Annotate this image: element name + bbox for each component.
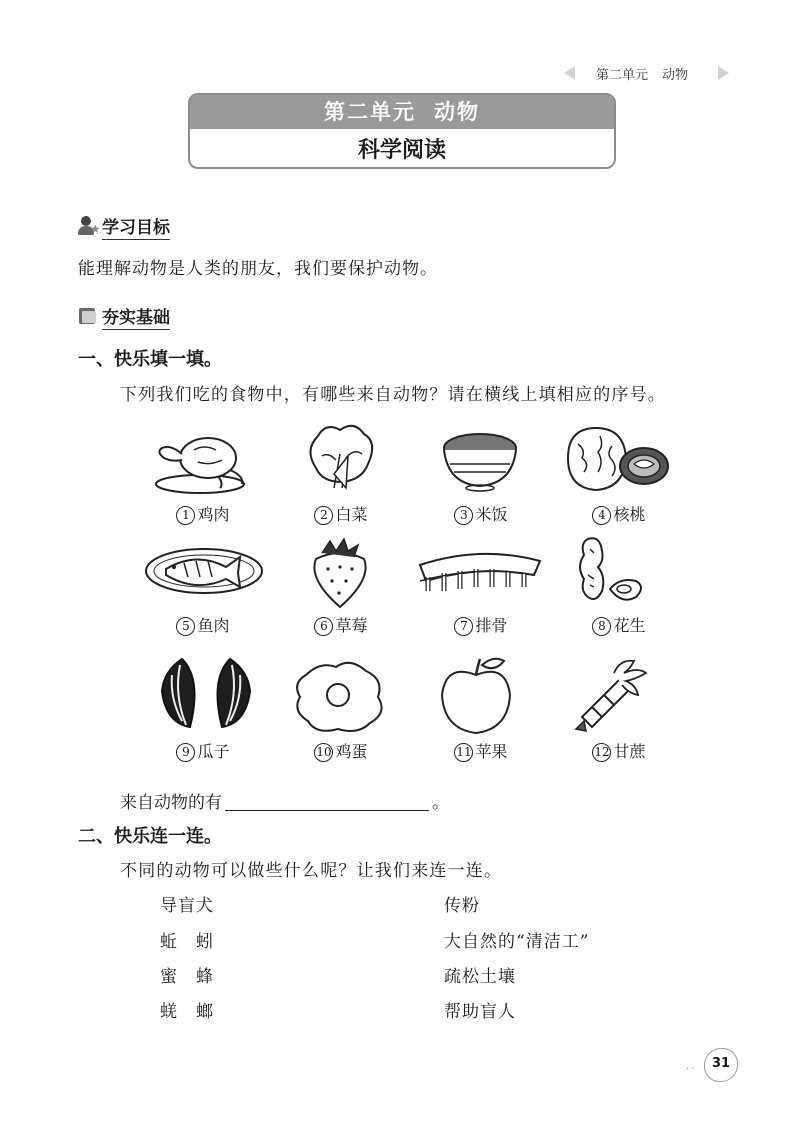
food-caption — [416, 739, 546, 762]
running-header-unit: 第二单元 — [596, 68, 649, 83]
title-unit: 第二单元 — [324, 99, 416, 124]
food-name: 花生 — [613, 616, 646, 635]
match-left-item[interactable]: 导盲犬 — [160, 896, 214, 916]
goals-section-label — [78, 212, 170, 240]
food-number: 2 — [314, 506, 333, 525]
running-header-topic: 动物 — [662, 68, 689, 83]
answer-line — [120, 788, 449, 813]
book-icon — [78, 306, 98, 326]
food-item — [554, 418, 684, 528]
match-left-item[interactable]: 蜣 螂 — [160, 1002, 214, 1022]
food-number: 4 — [592, 506, 611, 525]
food-item — [276, 529, 406, 639]
food-caption — [138, 502, 268, 525]
q1-prompt: 下列我们吃的食物中，有哪些来自动物？请在横线上填相应的序号。 — [120, 385, 666, 405]
triangle-right-icon — [718, 66, 729, 80]
food-item — [416, 655, 546, 765]
food-item — [138, 655, 268, 765]
page-number-badge — [686, 1046, 740, 1086]
food-caption — [276, 739, 406, 762]
peanut-icon — [554, 529, 684, 609]
food-item — [138, 418, 268, 528]
food-name: 鸡蛋 — [335, 742, 368, 761]
cabbage-icon — [276, 418, 406, 498]
basics-label: 夯实基础 — [102, 303, 170, 330]
food-number: 9 — [176, 743, 195, 762]
title-box — [188, 93, 616, 169]
chicken-icon — [138, 418, 268, 498]
food-caption — [138, 613, 268, 636]
food-item — [138, 529, 268, 639]
strawberry-icon — [276, 529, 406, 609]
basics-section-label — [78, 302, 170, 330]
food-caption — [416, 613, 546, 636]
match-left-item[interactable]: 蚯 蚓 — [160, 932, 214, 952]
food-number: 3 — [454, 506, 473, 525]
food-name: 白菜 — [335, 505, 368, 524]
title-topic: 动物 — [434, 99, 480, 124]
fish-icon — [138, 529, 268, 609]
dots-decoration: ·· — [686, 1064, 697, 1075]
food-item — [276, 655, 406, 765]
q2-prompt: 不同的动物可以做些什么呢？让我们来连一连。 — [120, 861, 503, 881]
lesson-title: 科学阅读 — [192, 129, 612, 167]
food-item — [554, 529, 684, 639]
food-number: 10 — [314, 743, 333, 762]
food-number: 8 — [592, 617, 611, 636]
food-name: 苹果 — [475, 742, 508, 761]
student-icon: ★ — [78, 216, 98, 236]
match-right-item[interactable]: 传粉 — [444, 896, 480, 916]
page-number: 31 — [711, 1056, 731, 1071]
answer-suffix: 。 — [432, 793, 449, 813]
walnut-icon — [554, 418, 684, 498]
goals-label: 学习目标 — [102, 213, 170, 240]
title-unit-bar — [190, 95, 614, 129]
food-name: 鸡肉 — [197, 505, 230, 524]
food-caption — [276, 502, 406, 525]
food-caption — [554, 502, 684, 525]
seeds-icon — [138, 655, 268, 735]
food-number: 7 — [454, 617, 473, 636]
food-name: 甘蔗 — [613, 742, 646, 761]
food-name: 排骨 — [475, 616, 508, 635]
match-right-item[interactable]: 大自然的“清洁工” — [444, 932, 590, 952]
match-left-item[interactable]: 蜜 蜂 — [160, 967, 214, 987]
q2-title: 二、快乐连一连。 — [78, 826, 222, 847]
food-caption — [554, 739, 684, 762]
food-number: 11 — [454, 743, 473, 762]
q1-title: 一、快乐填一填。 — [78, 349, 222, 370]
food-name: 米饭 — [475, 505, 508, 524]
food-caption — [416, 502, 546, 525]
food-item — [416, 418, 546, 528]
triangle-left-icon — [564, 66, 575, 80]
food-caption — [554, 613, 684, 636]
running-header-text — [596, 64, 688, 83]
goals-text: 能理解动物是人类的朋友，我们要保护动物。 — [78, 259, 438, 279]
food-item — [554, 655, 684, 765]
food-name: 鱼肉 — [197, 616, 230, 635]
food-number: 12 — [592, 743, 611, 762]
match-right-item[interactable]: 帮助盲人 — [444, 1002, 516, 1022]
food-name: 核桃 — [613, 505, 646, 524]
food-item — [416, 529, 546, 639]
ribs-icon — [416, 529, 546, 609]
food-name: 草莓 — [335, 616, 368, 635]
match-right-item[interactable]: 疏松土壤 — [444, 967, 516, 987]
food-caption — [138, 739, 268, 762]
answer-blank[interactable] — [225, 793, 429, 811]
sugarcane-icon — [554, 655, 684, 735]
food-item — [276, 418, 406, 528]
rice-icon — [416, 418, 546, 498]
egg-icon — [276, 655, 406, 735]
running-header — [560, 62, 740, 82]
answer-prefix: 来自动物的有 — [120, 793, 222, 813]
food-name: 瓜子 — [197, 742, 230, 761]
food-caption — [276, 613, 406, 636]
food-number: 6 — [314, 617, 333, 636]
food-number: 5 — [176, 617, 195, 636]
food-number: 1 — [176, 506, 195, 525]
apple-icon — [416, 655, 546, 735]
